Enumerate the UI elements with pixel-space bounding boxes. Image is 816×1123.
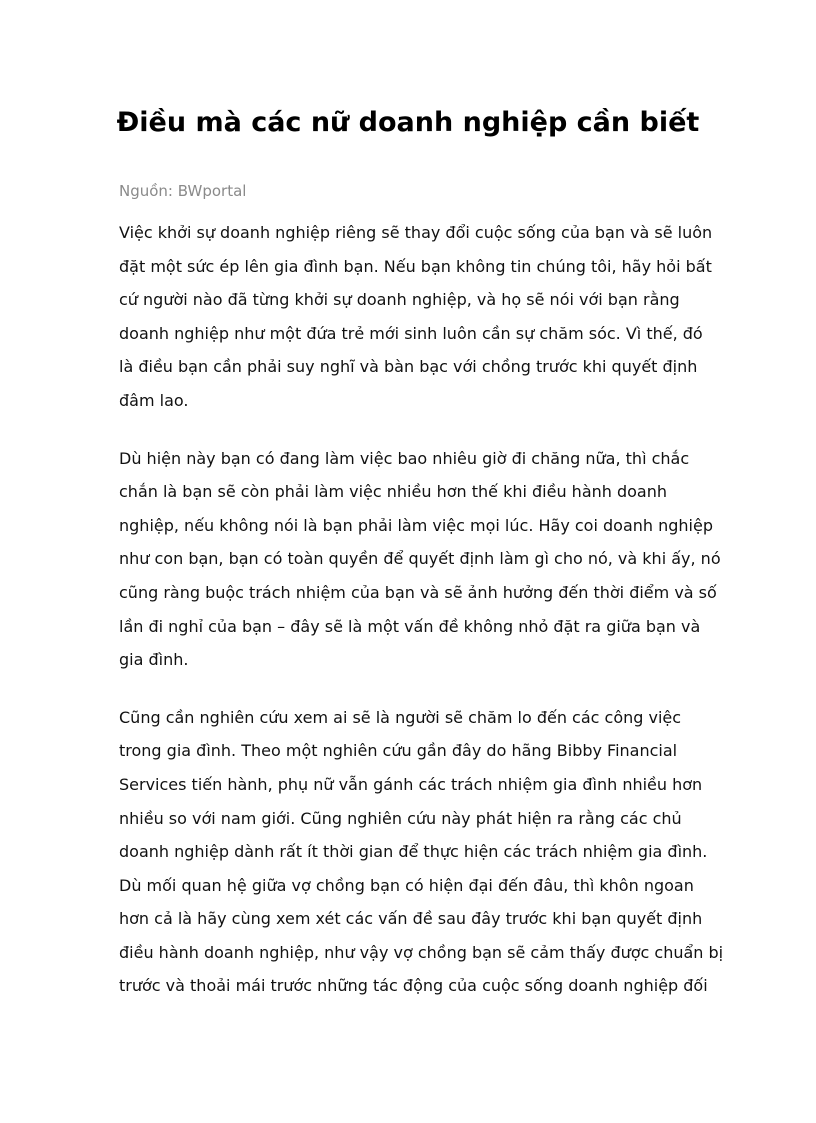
text-line: trước và thoải mái trước những tác động của cuộc sống doanh nghiệp đối (119, 976, 708, 996)
text-line: Dù hiện này bạn có đang làm việc bao nhiêu giờ đi chăng nữa, thì chắc (119, 448, 690, 468)
text-line: cứ người nào đã từng khởi sự doanh nghiệp, và họ sẽ nói với bạn rằng (119, 290, 680, 310)
text-line: Việc khởi sự doanh nghiệp riêng sẽ thay đổi cuộc sống của bạn và sẽ luôn (119, 223, 713, 242)
text-line: chắn là bạn sẽ còn phải làm việc nhiều hơn thế khi điều hành doanh (119, 482, 668, 502)
text-line: như con bạn, bạn có toàn quyền để quyết định làm gì cho nó, và khi ấy, nó (119, 549, 721, 569)
text-line: nhiều so với nam giới. Cũng nghiên cứu này phát hiện ra rằng các chủ (119, 808, 682, 828)
document-body (119, 216, 724, 1027)
text-line: Cũng cần nghiên cứu xem ai sẽ là người sẽ chăm lo đến các công việc (119, 707, 682, 727)
source-line: Nguồn: BWportal (119, 182, 247, 200)
text-line: gia đình. (119, 650, 189, 670)
text-line: doanh nghiệp dành rất ít thời gian để thực hiện các trách nhiệm gia đình. (119, 842, 708, 862)
text-line: điều hành doanh nghiệp, như vậy vợ chồng bạn sẽ cảm thấy được chuẩn bị (119, 942, 724, 962)
paragraph-1 (119, 216, 713, 418)
text-line: cũng ràng buộc trách nhiệm của bạn và sẽ ảnh hưởng đến thời điểm và số (119, 582, 717, 602)
text-line: trong gia đình. Theo một nghiên cứu gần đây do hãng Bibby Financial (119, 741, 678, 761)
text-line: nghiệp, nếu không nói là bạn phải làm việc mọi lúc. Hãy coi doanh nghiệp (119, 515, 713, 535)
text-line: đặt một sức ép lên gia đình bạn. Nếu bạn không tin chúng tôi, hãy hỏi bất (119, 256, 712, 276)
paragraph-3 (119, 701, 724, 1003)
text-line: Services tiến hành, phụ nữ vẫn gánh các trách nhiệm gia đình nhiều hơn (119, 774, 703, 794)
text-line: đâm lao. (119, 390, 189, 410)
paragraph-2 (119, 442, 721, 677)
text-line: hơn cả là hãy cùng xem xét các vấn đề sau đây trước khi bạn quyết định (119, 909, 703, 929)
text-line: Dù mối quan hệ giữa vợ chồng bạn có hiện đại đến đâu, thì khôn ngoan (119, 875, 694, 895)
text-line: là điều bạn cần phải suy nghĩ và bàn bạc với chồng trước khi quyết định (119, 357, 698, 377)
text-line: lần đi nghỉ của bạn – đây sẽ là một vấn đề không nhỏ đặt ra giữa bạn và (119, 616, 701, 636)
text-line: doanh nghiệp như một đứa trẻ mới sinh luôn cần sự chăm sóc. Vì thế, đó (119, 323, 703, 343)
document-title: Điều mà các nữ doanh nghiệp cần biết (116, 107, 700, 138)
